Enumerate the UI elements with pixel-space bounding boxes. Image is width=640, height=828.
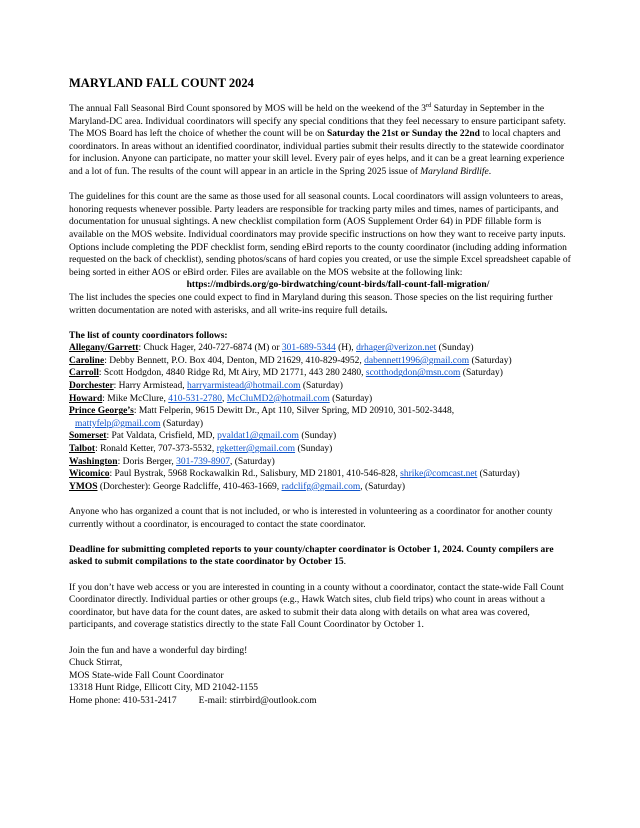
email-link[interactable]: dabennett1996@gmail.com <box>364 355 470 366</box>
organize-paragraph: Anyone who has organized a count that is not included, or who is interested in volunteering as a coordinator for another county currently without a coordinator, is encouraged to contact the state coordinator. <box>69 507 553 530</box>
email-link[interactable]: shrike@comcast.net <box>400 469 478 480</box>
email-link[interactable]: McCluMD2@hotmail.com <box>226 393 330 404</box>
publication-name: Maryland Birdlife <box>420 166 489 177</box>
home-phone: Home phone: 410-531-2417 <box>69 695 177 706</box>
coordinator-row: Wicomico: Paul Bystrak, 5968 Rockawalkin Rd., Salisbury, MD 21801, 410-546-828, shrike@comcast.net (Saturday) <box>69 469 520 480</box>
deadline-paragraph: Deadline for submitting completed reports to your county/chapter coordinator is October 1, 2024. County compilers are asked to submit compilations to the state coordinator by October 15. <box>69 544 554 568</box>
email-link[interactable]: scotthodgdon@msn.com <box>365 368 461 379</box>
coordinator-row: Talbot: Ronald Ketter, 707-373-5532, rgketter@gmail.com (Sunday) <box>69 444 333 455</box>
email-link[interactable]: drhager@verizon.net <box>356 343 437 354</box>
intro-paragraph: The annual Fall Seasonal Bird Count sponsored by MOS will be held on the weekend of the 3rd Saturday in September in the Maryland-DC area. Individual coordinators will specify any special conditions that they feel necessary to ensure participant safety. The MOS Board has left the choice of whether the count will be on Saturday the 21st or Sunday the 22nd to local chapters and coordinators. In areas without an identified coordinator, individual parties submit their results directly to the statewide coordinator for inclusion. Anyone can participate, no matter your skill level. Every pair of eyes helps, and it can be a great learning experience and a lot of fun. The results of the count will appear in an article in the Spring 2025 issue of Maryland Birdlife. <box>69 101 566 177</box>
email-link[interactable]: radclifg@gmail.com <box>281 481 361 492</box>
coordinator-row: Allegany/Garrett: Chuck Hager, 240-727-6874 (M) or 301-689-5344 (H), drhager@verizon.net (Sunday) <box>69 343 474 354</box>
files-link[interactable]: https://mdbirds.org/go-birdwatching/count-birds/fall-count-fall-migration/ <box>186 280 490 291</box>
email-link[interactable]: rgketter@gmail.com <box>216 444 296 455</box>
no-web-paragraph: If you don’t have web access or you are interested in counting in a county without a coordinator, contact the state-wide Fall Count Coordinator directly. Individual parties or other groups (e.g., Hawk Watch sites, club field trips) who count in areas without a coordinator, but have data for the count dates, are asked to submit their data along with details on what area was covered, participants, and coverage statistics directly to the state Fall Count Coordinator by October 1. <box>69 582 564 631</box>
phone-link[interactable]: 301-739-8907 <box>176 456 230 467</box>
coordinator-row: YMOS (Dorchester): George Radcliffe, 410-463-1669, radclifg@gmail.com, (Saturday) <box>69 481 406 492</box>
phone-link[interactable]: 410-531-2780 <box>168 393 223 404</box>
phone-link[interactable]: 301-689-5344 <box>281 343 336 354</box>
species-paragraph: The list includes the species one could expect to find in Maryland during this season. Those species on the list requiring further written documentation are noted with asterisks, and all write-ins require full details. <box>69 292 553 316</box>
signature-block: Join the fun and have a wonderful day birding! Chuck Stirrat, MOS State-wide Fall Count Coordinator 13318 Hunt Ridge, Ellicott City, MD 21042-1155 Home phone: 410-531-2417 E-mail: stirrbird@outlook.com <box>69 645 577 708</box>
coordinator-row: Prince George’s: Matt Felperin, 9615 Dewitt Dr., Apt 110, Silver Spring, MD 20910, 301-502-3448, mattyfelp@gmail.com (Saturday) <box>69 406 455 429</box>
count-dates: Saturday the 21st or Sunday the 22nd <box>327 129 480 140</box>
email-link[interactable]: harryarmistead@hotmail.com <box>187 381 301 392</box>
coordinators-heading: The list of county coordinators follows: <box>69 330 228 341</box>
contact-email: E-mail: stirrbird@outlook.com <box>198 695 317 706</box>
coordinator-row: Washington: Doris Berger, 301-739-8907, (Saturday) <box>69 456 275 467</box>
coordinator-name: Chuck Stirrat, <box>69 658 123 669</box>
coordinator-row: Dorchester: Harry Armistead, harryarmistead@hotmail.com (Saturday) <box>69 381 343 392</box>
mailing-address: 13318 Hunt Ridge, Ellicott City, MD 21042-1155 <box>69 683 259 694</box>
coordinator-row: Howard: Mike McClure, 410-531-2780, McCluMD2@hotmail.com (Saturday) <box>69 393 373 404</box>
email-link[interactable]: pvaldat1@gmail.com <box>217 431 299 442</box>
document-page <box>69 76 577 708</box>
email-link[interactable]: mattyfelp@gmail.com <box>75 418 161 429</box>
coordinator-row: Caroline: Debby Bennett, P.O. Box 404, Denton, MD 21629, 410-829-4952, dabennett1996@gmail.com (Saturday) <box>69 355 512 366</box>
coordinator-row: Somerset: Pat Valdata, Crisfield, MD, pvaldat1@gmail.com (Sunday) <box>69 431 337 442</box>
document-title: MARYLAND FALL COUNT 2024 <box>69 76 254 90</box>
guidelines-paragraph: The guidelines for this count are the same as those used for all seasonal counts. Local coordinators will assign volunteers to areas, honoring requests whenever possible. Party leaders are responsible for tracking party miles and times, names of participants, and documentation for unusual sightings. A new checklist compilation form (AOS Supplement Order 64) in PDF fillable form is available on the MOS website. Individual coordinators may provide specific instructions on how they want to receive party inputs. Options include completing the PDF checklist form, sending eBird reports to the county coordinator (including adding information requested on the back of checklist), sending photos/scans of hard copies you created, or use the simple Excel spreadsheet capable of being sorted in either AOS or eBird order. Files are available on the MOS website at the following link: <box>69 192 571 278</box>
coordinator-list <box>69 342 577 493</box>
coordinator-row: Carroll: Scott Hodgdon, 4840 Ridge Rd, Mt Airy, MD 21771, 443 280 2480, scotthodgdon@msn.com (Saturday) <box>69 368 503 379</box>
